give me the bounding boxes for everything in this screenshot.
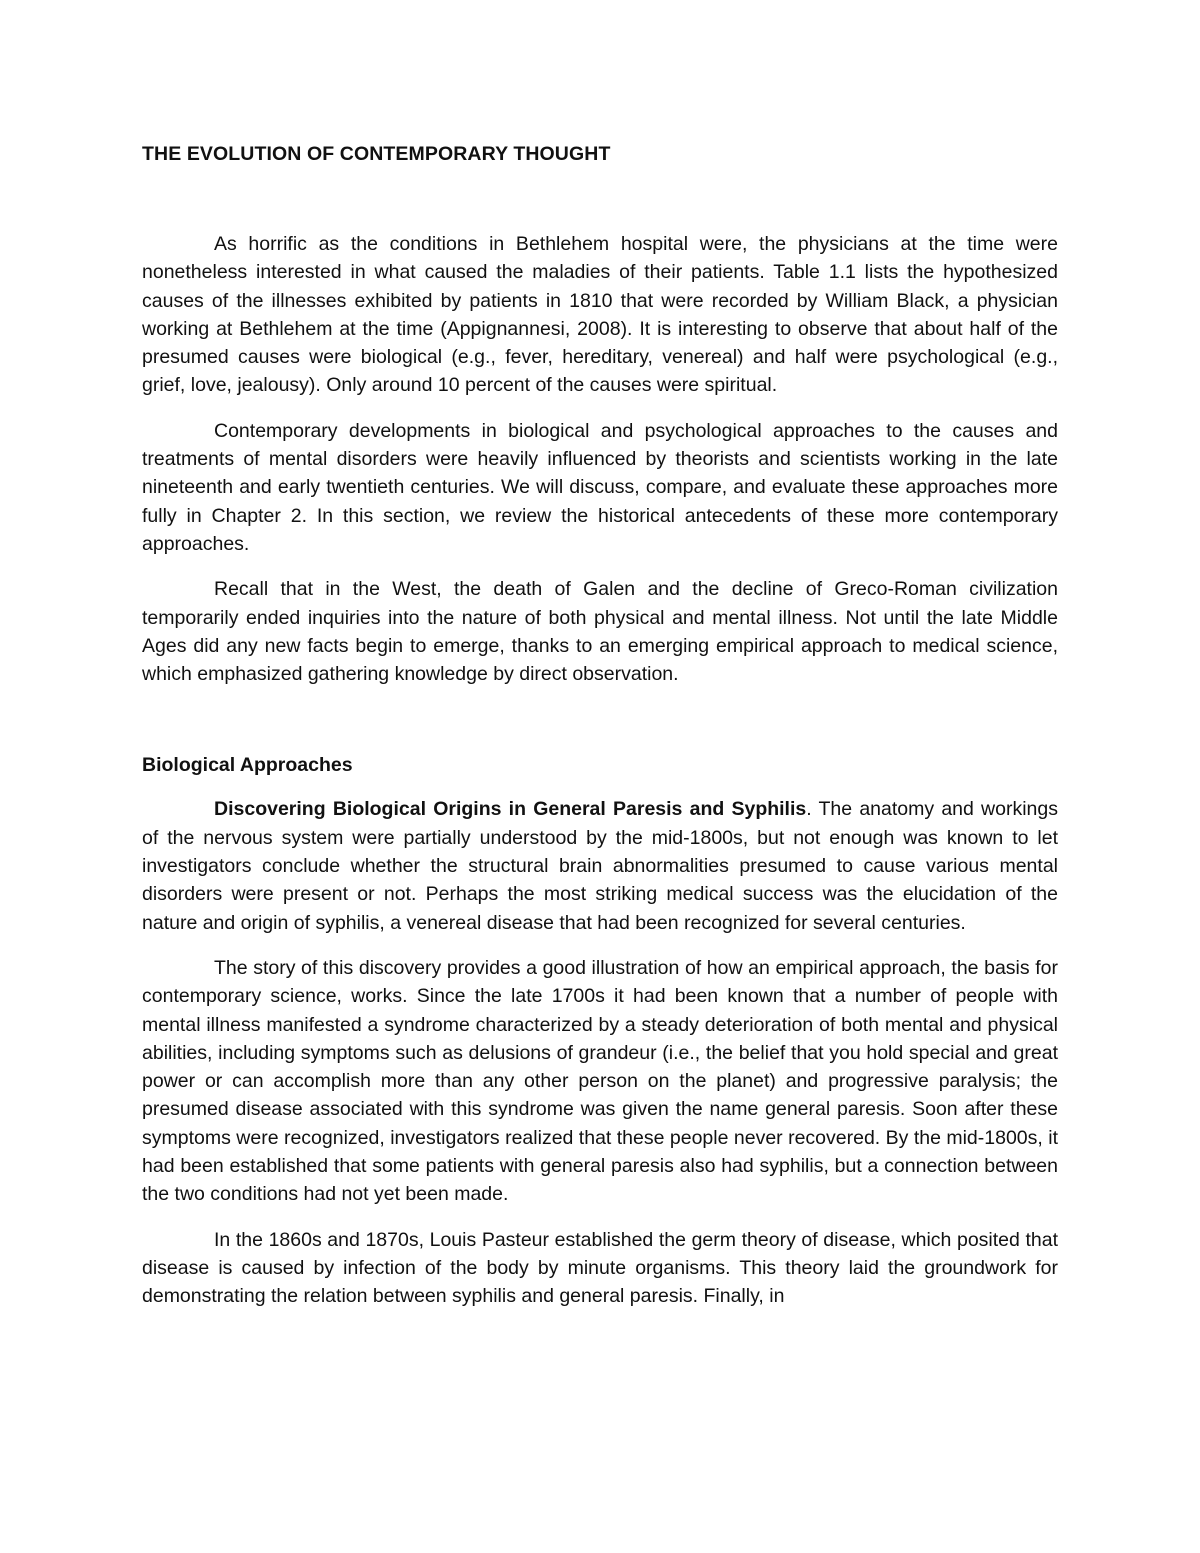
section-paragraph-1 bbox=[142, 795, 1058, 936]
document-title: THE EVOLUTION OF CONTEMPORARY THOUGHT bbox=[142, 143, 611, 165]
section-paragraph-3: In the 1860s and 1870s, Louis Pasteur established the germ theory of disease, which posited that disease is caused by infection of the body by minute organisms. This theory laid the groundwork for demonstrating the relation between syphilis and general paresis. Finally, in bbox=[142, 1228, 1058, 1308]
inline-subheading-punct: . bbox=[806, 798, 812, 821]
intro-paragraph-1: As horrific as the conditions in Bethlehem hospital were, the physicians at the time were nonetheless interested in what caused the maladies of their patients. Table 1.1 lists the hypothesized causes of the illnesses exhibited by patients in 1810 that were recorded by William Black, a physician working at Bethlehem at the time (Appignannesi, 2008). It is interesting to observe that about half of the presumed causes were biological (e.g., fever, hereditary, venereal) and half were psychological (e.g., grief, love, jealousy). Only around 10 percent of the causes were spiritual. bbox=[142, 233, 1058, 397]
section-paragraph-2: The story of this discovery provides a good illustration of how an empirical approach, the basis for contemporary science, works. Since the late 1700s it had been known that a number of people with mental illness manifested a syndrome characterized by a steady deterioration of both mental and physical abilities, including symptoms such as delusions of grandeur (i.e., the belief that you hold special and great power or can accomplish more than any other person on the planet) and progressive paralysis; the presumed disease associated with this syndrome was given the name general paresis. Soon after these symptoms were recognized, investigators realized that these people never recovered. By the mid-1800s, it had been established that some patients with general paresis also had syphilis, but a connection between the two conditions had not yet been made. bbox=[142, 956, 1058, 1206]
section-heading-biological-approaches: Biological Approaches bbox=[142, 754, 353, 777]
intro-paragraph-2: Contemporary developments in biological and psychological approaches to the causes and treatments of mental disorders were heavily influenced by theorists and scientists working in the late nineteenth and early twentieth centuries. We will discuss, compare, and evaluate these approaches more fully in Chapter 2. In this section, we review the historical antecedents of these more contemporary approaches. bbox=[142, 419, 1058, 555]
page-content bbox=[142, 140, 1058, 1311]
inline-subheading: Discovering Biological Origins in General Paresis and Syphilis bbox=[214, 798, 807, 821]
section-paragraph-1-text: The anatomy and workings of the nervous system were partially understood by the mid-1800s, but not enough was known to let investigators conclude whether the structural brain abnormalities presumed to cause various mental disorders were present or not. Perhaps the most striking medical success was the elucidation of the nature and origin of syphilis, a venereal disease that had been recognized for several centuries. bbox=[142, 798, 1058, 934]
intro-paragraph-3: Recall that in the West, the death of Galen and the decline of Greco-Roman civilization temporarily ended inquiries into the nature of both physical and mental illness. Not until the late Middle Ages did any new facts begin to emerge, thanks to an emerging empirical approach to medical science, which emphasized gathering knowledge by direct observation. bbox=[142, 578, 1058, 686]
